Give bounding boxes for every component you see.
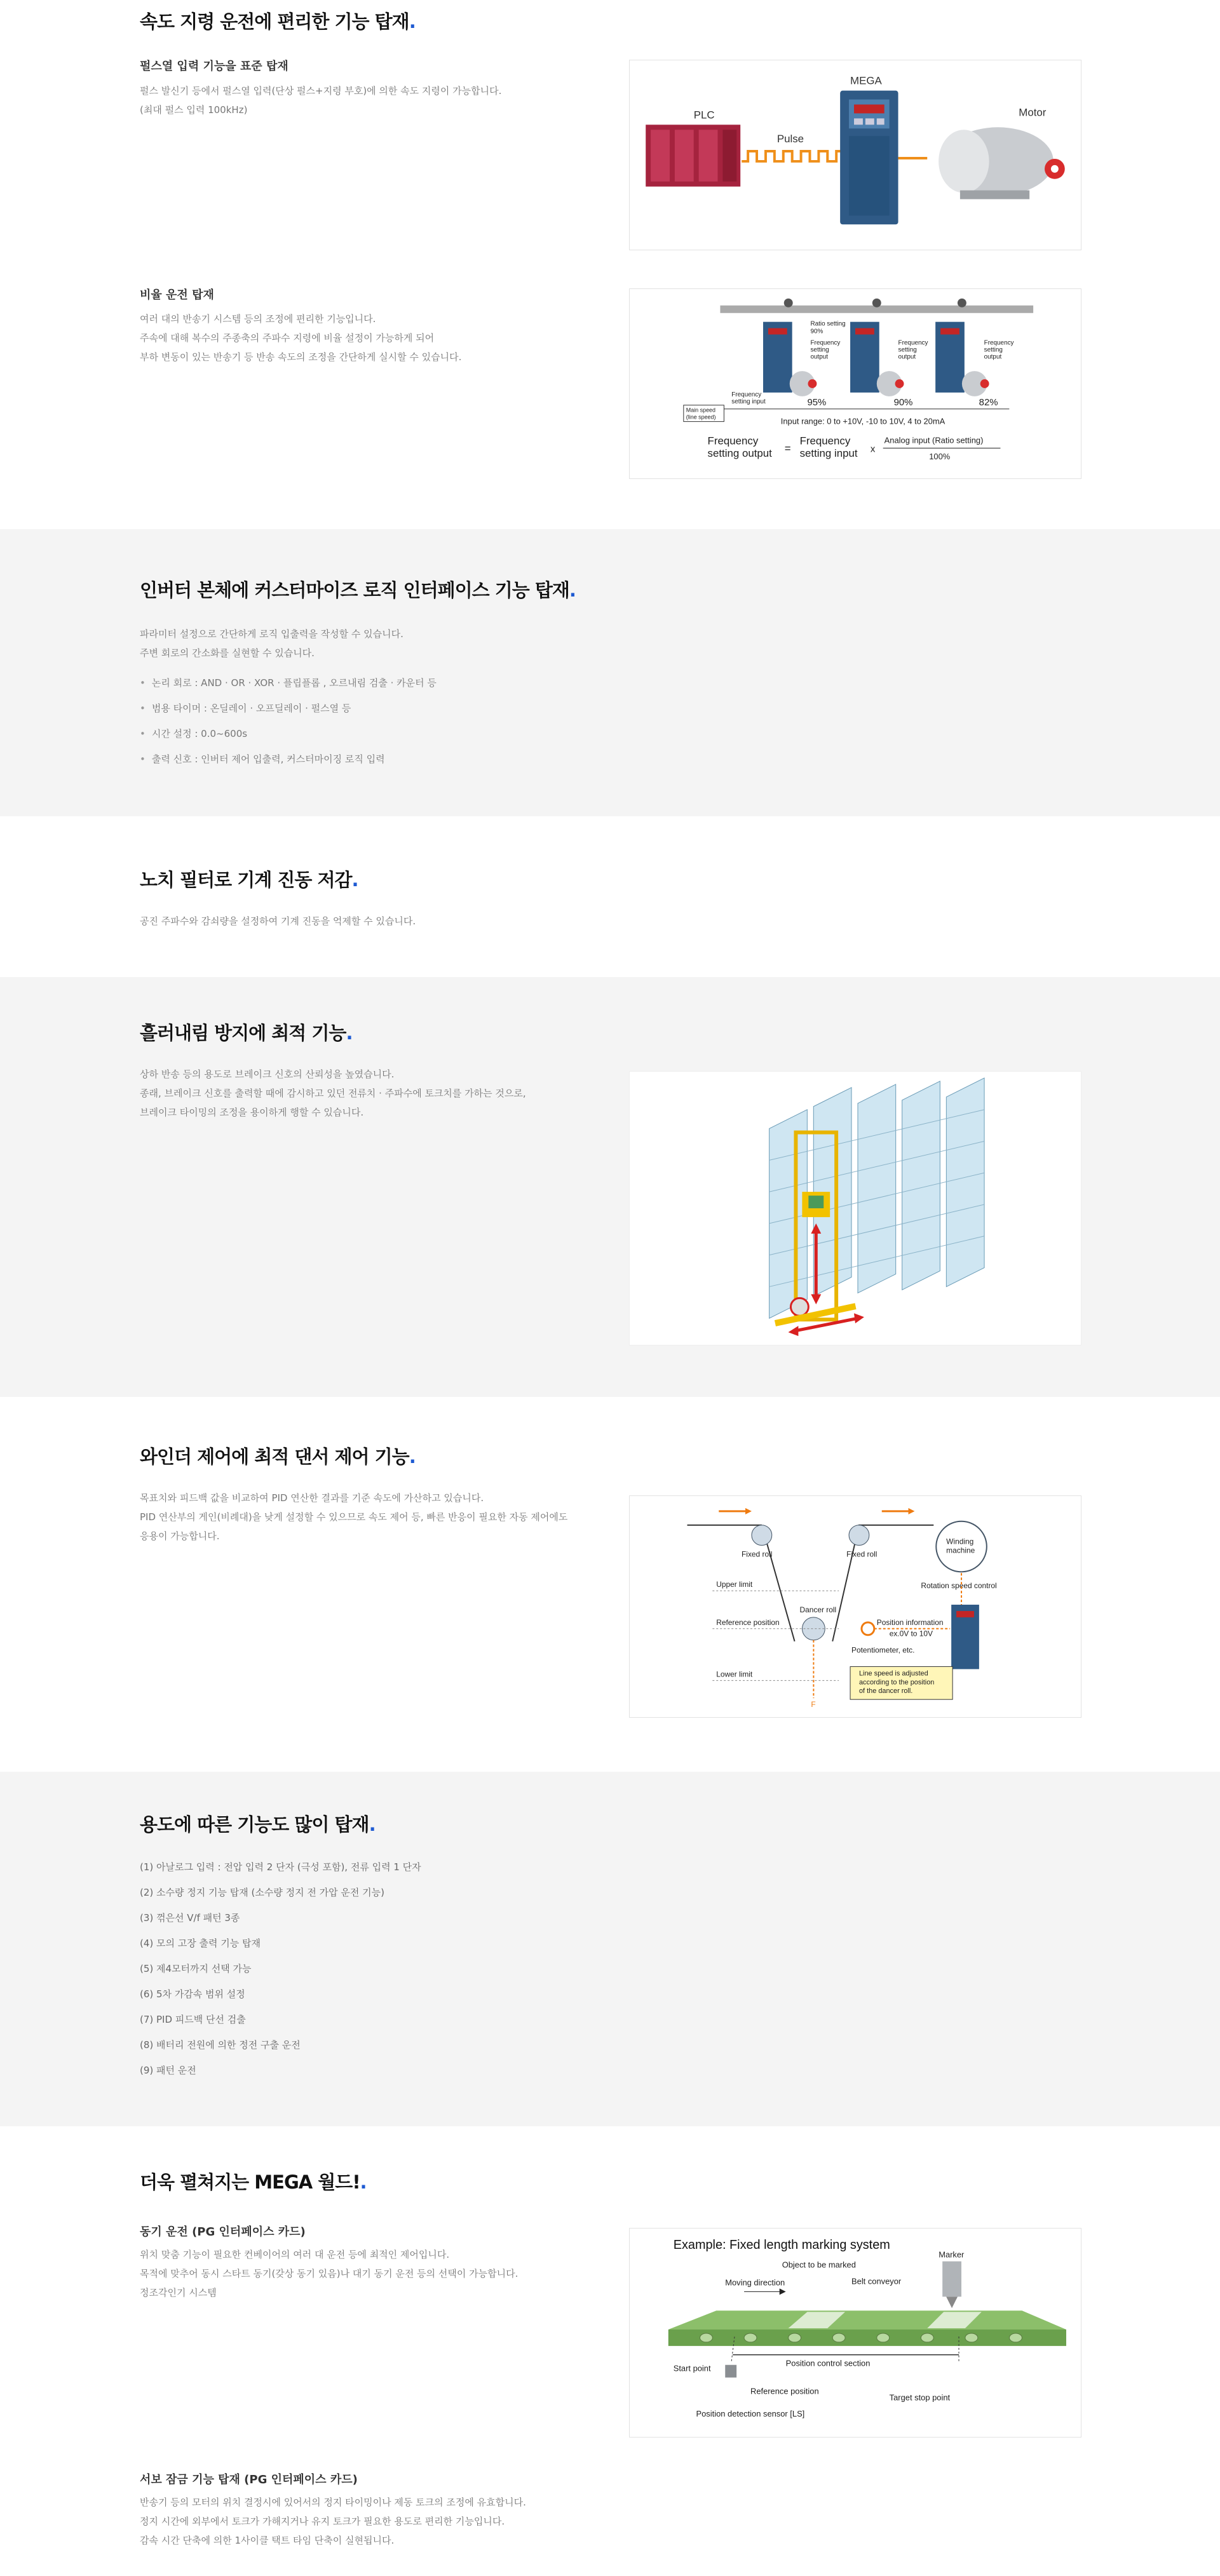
svg-text:according to the position: according to the position xyxy=(858,1678,935,1687)
list-item: (2) 소수량 정지 기능 탑재 (소수량 정지 전 가압 운전 기능) xyxy=(140,1887,384,1898)
list-item: (4) 모의 고장 출력 기능 탑재 xyxy=(140,1938,261,1949)
inverter-2 xyxy=(850,322,904,396)
svg-text:Lower limit: Lower limit xyxy=(716,1669,753,1679)
svg-text:Position information: Position information xyxy=(876,1617,944,1627)
subsection-text: 여러 대의 반송기 시스템 등의 조정에 편리한 기능입니다. 주속에 대해 복수의 주종축의 주파수 지령에 비율 설정이 가능하게 되어 부하 변동이 있는 반송기 등 반송 속도의 조정을 간단하게 실시할 수 있습니다. xyxy=(140,313,462,363)
list-item: (9) 패턴 운전 xyxy=(140,2065,196,2076)
section-title: 더욱 펼쳐지는 MEGA 월드!. xyxy=(140,2171,367,2193)
svg-text:setting: setting xyxy=(984,346,1003,354)
svg-text:Analog input (Ratio setting): Analog input (Ratio setting) xyxy=(884,435,984,445)
pulse-wave xyxy=(742,151,851,161)
marker-device xyxy=(942,2262,961,2297)
svg-text:Marker: Marker xyxy=(939,2249,965,2260)
svg-text:F: F xyxy=(811,1700,816,1709)
section-title: 용도에 따른 기능도 많이 탑재. xyxy=(140,1814,376,1835)
ratio-pct-2: 90% xyxy=(893,397,913,408)
svg-text:ex.0V to 10V: ex.0V to 10V xyxy=(889,1629,933,1638)
input-range: Input range: 0 to +10V, -10 to 10V, 4 to 20mA xyxy=(780,416,946,426)
section-text: 공진 주파수와 감쇠량을 설정하여 기계 진동을 억제할 수 있습니다. xyxy=(140,915,416,927)
dancer-control-diagram xyxy=(629,1495,1081,1718)
subsection-heading: 서보 잠금 기능 탑재 (PG 인터페이스 카드) xyxy=(140,2473,358,2486)
pulse-label: Pulse xyxy=(776,133,804,145)
section-text: 목표치와 피드백 값을 비교하여 PID 연산한 결과를 기준 속도에 가산하고 있습니다. PID 연산부의 게인(비례대)을 낮게 설정할 수 있으므로 속도 제어 등, 빠른 반응이 필요한 자동 제어에도 응용이 가능합니다. xyxy=(140,1492,568,1542)
subsection-heading: 동기 운전 (PG 인터페이스 카드) xyxy=(140,2225,306,2239)
svg-text:Winding: Winding xyxy=(946,1537,974,1546)
svg-text:Main speed: Main speed xyxy=(686,407,716,414)
svg-text:setting output: setting output xyxy=(707,447,772,460)
logic-bullet-list xyxy=(140,670,437,772)
section-title: 속도 지령 운전에 편리한 기능 탑재. xyxy=(140,11,416,32)
ratio-operation-diagram xyxy=(629,288,1081,479)
motor-label: Motor xyxy=(1019,106,1047,119)
section-custom-logic xyxy=(0,529,1220,816)
svg-text:100%: 100% xyxy=(929,452,951,462)
section-title: 와인더 제어에 최적 댄서 제어 기능. xyxy=(140,1446,416,1467)
marking-system-diagram xyxy=(629,2228,1081,2438)
svg-text:Rotation speed control: Rotation speed control xyxy=(921,1581,997,1591)
svg-text:Dancer roll: Dancer roll xyxy=(799,1605,837,1614)
svg-text:Reference position: Reference position xyxy=(750,2386,819,2396)
pulse-input-diagram xyxy=(629,60,1081,250)
svg-text:Start point: Start point xyxy=(673,2363,711,2373)
svg-text:output: output xyxy=(810,353,829,361)
feature-list xyxy=(140,1854,421,2083)
section-title: 노치 필터로 기계 진동 저감. xyxy=(140,869,358,891)
ratio-pct-1: 95% xyxy=(807,397,827,408)
svg-text:Frequency: Frequency xyxy=(707,435,759,447)
list-item: (3) 꺾은선 V/f 패턴 3종 xyxy=(140,1912,240,1924)
svg-text:Moving direction: Moving direction xyxy=(725,2277,785,2288)
ratio-pct-3: 82% xyxy=(979,397,998,408)
section-text: 파라미터 설정으로 간단하게 로직 입출력을 작성할 수 있습니다. 주변 회로의 간소화를 실현할 수 있습니다. xyxy=(140,628,403,659)
svg-text:Reference position: Reference position xyxy=(716,1617,780,1627)
svg-text:machine: machine xyxy=(946,1546,975,1555)
svg-text:Frequency: Frequency xyxy=(731,391,762,398)
svg-text:setting input: setting input xyxy=(731,398,766,405)
diagram-title: Example: Fixed length marking system xyxy=(673,2237,890,2252)
subsection-heading: 비율 운전 탑재 xyxy=(140,288,214,302)
svg-text:=: = xyxy=(784,442,791,455)
svg-text:Line speed is adjusted: Line speed is adjusted xyxy=(858,1669,928,1678)
plc-label: PLC xyxy=(693,109,715,121)
svg-text:output: output xyxy=(898,353,916,361)
svg-text:Position detection sensor [LS]: Position detection sensor [LS] xyxy=(696,2409,805,2419)
section-speed-command xyxy=(0,0,1220,529)
svg-text:Object to be marked: Object to be marked xyxy=(782,2260,856,2270)
list-item: • 시간 설정 : 0.0~600s xyxy=(140,721,437,746)
list-item: (8) 배터리 전원에 의한 정전 구출 운전 xyxy=(140,2039,301,2051)
section-notch-filter xyxy=(0,816,1220,977)
vertical-transport-illustration xyxy=(629,1071,1081,1345)
svg-text:Potentiometer, etc.: Potentiometer, etc. xyxy=(851,1645,915,1655)
svg-text:Belt conveyor: Belt conveyor xyxy=(851,2276,902,2286)
list-item: • 출력 신호 : 인버터 제어 입출력, 커스터마이징 로직 입력 xyxy=(140,746,437,772)
section-features xyxy=(0,1772,1220,2126)
list-item: (7) PID 피드백 단선 검출 xyxy=(140,2014,246,2025)
svg-text:Frequency: Frequency xyxy=(810,339,841,347)
list-item: (1) 아날로그 입력 : 전압 입력 2 단자 (극성 포함), 전류 입력 1 단자 xyxy=(140,1861,421,1873)
inverter-1 xyxy=(763,322,817,396)
svg-text:Frequency: Frequency xyxy=(984,339,1014,347)
section-title: 흘러내림 방지에 최적 기능. xyxy=(140,1022,353,1044)
section-title: 인버터 본체에 커스터마이즈 로직 인터페이스 기능 탑재. xyxy=(140,579,576,601)
subsection-heading: 펄스열 입력 기능을 표준 탑재 xyxy=(140,60,288,73)
svg-text:Upper limit: Upper limit xyxy=(716,1580,753,1589)
mega-label: MEGA xyxy=(850,74,882,87)
svg-text:Frequency: Frequency xyxy=(799,435,851,447)
svg-text:Position control section: Position control section xyxy=(785,2358,871,2368)
subsection-text: 위치 맞춤 기능이 필요한 컨베이어의 여러 대 운전 등에 최적인 제어입니다. 목적에 맞추어 동시 스타트 동기(갖상 동기 있음)나 대기 동기 운전 등의 선택이 가능합니다. 정조각인기 시스템 xyxy=(140,2249,518,2298)
svg-text:90%: 90% xyxy=(810,328,824,335)
section-anti-slip xyxy=(0,977,1220,1397)
svg-text:setting: setting xyxy=(898,346,917,354)
belt-conveyor xyxy=(668,2310,1066,2330)
subsection-text: 펄스 발신기 등에서 펄스열 입력(단상 펄스+지령 부호)에 의한 속도 지령이 가능합니다. (최대 펄스 입력 100kHz) xyxy=(140,85,502,116)
svg-text:Target stop point: Target stop point xyxy=(889,2392,951,2403)
svg-text:Fixed roll: Fixed roll xyxy=(742,1549,773,1559)
list-item: (6) 5차 가감속 범위 설정 xyxy=(140,1988,245,2000)
list-item: • 범용 타이머 : 온딜레이 · 오프딜레이 · 펄스열 등 xyxy=(140,696,437,721)
section-mega-world xyxy=(0,2126,1220,2576)
section-dancer-control xyxy=(0,1397,1220,1772)
svg-text:of the dancer roll.: of the dancer roll. xyxy=(858,1687,913,1696)
list-item: (5) 제4모터까지 선택 가능 xyxy=(140,1963,252,1974)
inverter-3 xyxy=(935,322,989,396)
dancer-roll xyxy=(802,1617,825,1640)
list-item: • 논리 회로 : AND · OR · XOR · 플립플롭 , 오르내림 검출 · 카운터 등 xyxy=(140,670,437,696)
svg-text:setting: setting xyxy=(810,346,829,354)
position-sensor xyxy=(725,2365,736,2378)
svg-text:Frequency: Frequency xyxy=(898,339,928,347)
svg-text:output: output xyxy=(984,353,1002,361)
subsection-text: 반송기 등의 모터의 위치 결정시에 있어서의 정지 타이밍이나 제동 토크의 조정에 유효합니다. 정지 시간에 외부에서 토크가 가해지거나 유지 토크가 필요한 용도로 편리한 기능입니다. 감속 시간 단축에 의한 1사이클 택트 타임 단축이 실현됩니다. xyxy=(140,2497,526,2546)
svg-text:setting input: setting input xyxy=(799,447,858,460)
section-text: 상하 반송 등의 용도로 브레이크 신호의 산뢰성을 높였습니다. 종래, 브레이크 신호를 출력할 때에 감시하고 있던 전류치 · 주파수에 토크치를 가하는 것으로, 브레이크 타이밍의 조정을 용이하게 행할 수 있습니다. xyxy=(140,1069,526,1118)
svg-text:Ratio setting: Ratio setting xyxy=(810,320,846,328)
svg-text:(line speed): (line speed) xyxy=(686,414,716,421)
svg-text:x: x xyxy=(870,444,876,455)
svg-text:Fixed roll: Fixed roll xyxy=(846,1549,878,1559)
